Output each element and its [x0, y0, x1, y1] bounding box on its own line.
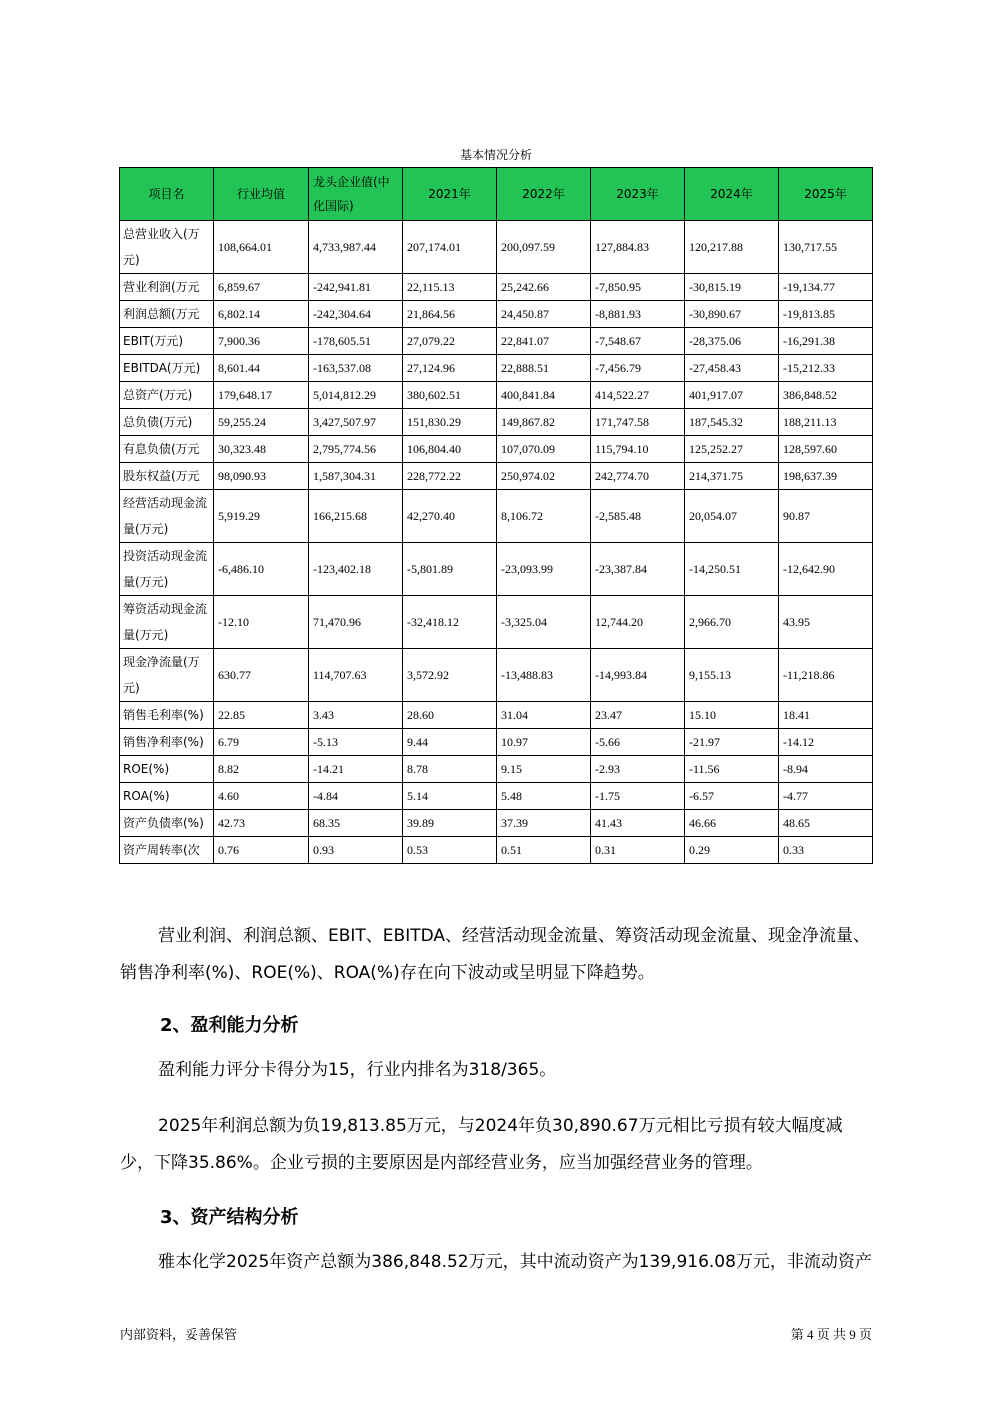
value-cell: -7,456.79	[591, 355, 685, 382]
value-cell: 0.31	[591, 837, 685, 864]
table-row	[120, 463, 873, 490]
value-cell: -14,250.51	[685, 543, 779, 596]
row-label-cell: 资产周转率(次	[120, 837, 214, 864]
value-cell: 15.10	[685, 702, 779, 729]
table-row	[120, 436, 873, 463]
value-cell: -4.84	[309, 783, 403, 810]
value-cell: 2,795,774.56	[309, 436, 403, 463]
table-row	[120, 382, 873, 409]
value-cell: 37.39	[497, 810, 591, 837]
value-cell: -28,375.06	[685, 328, 779, 355]
value-cell: -14.21	[309, 756, 403, 783]
value-cell: 0.76	[214, 837, 309, 864]
value-cell: 27,124.96	[403, 355, 497, 382]
value-cell: 39.89	[403, 810, 497, 837]
value-cell: -2.93	[591, 756, 685, 783]
value-cell: 171,747.58	[591, 409, 685, 436]
value-cell: -3,325.04	[497, 596, 591, 649]
section-heading-profitability: 2、盈利能力分析	[160, 1015, 299, 1036]
value-cell: 43.95	[779, 596, 873, 649]
value-cell: -178,605.51	[309, 328, 403, 355]
value-cell: 630.77	[214, 649, 309, 702]
value-cell: 200,097.59	[497, 221, 591, 274]
value-cell: 128,597.60	[779, 436, 873, 463]
value-cell: 151,830.29	[403, 409, 497, 436]
value-cell: 21,864.56	[403, 301, 497, 328]
value-cell: -5.13	[309, 729, 403, 756]
value-cell: 68.35	[309, 810, 403, 837]
value-cell: 414,522.27	[591, 382, 685, 409]
value-cell: 188,211.13	[779, 409, 873, 436]
value-cell: 30,323.48	[214, 436, 309, 463]
value-cell: 8.82	[214, 756, 309, 783]
value-cell: 127,884.83	[591, 221, 685, 274]
value-cell: 3.43	[309, 702, 403, 729]
value-cell: 20,054.07	[685, 490, 779, 543]
value-cell: 28.60	[403, 702, 497, 729]
value-cell: 187,545.32	[685, 409, 779, 436]
value-cell: -163,537.08	[309, 355, 403, 382]
table-row	[120, 756, 873, 783]
value-cell: 23.47	[591, 702, 685, 729]
value-cell: 42,270.40	[403, 490, 497, 543]
table-row	[120, 355, 873, 382]
value-cell: 9.15	[497, 756, 591, 783]
table-row	[120, 810, 873, 837]
row-label-cell: 营业利润(万元	[120, 274, 214, 301]
row-label-cell: 销售净利率(%)	[120, 729, 214, 756]
value-cell: -19,813.85	[779, 301, 873, 328]
value-cell: 25,242.66	[497, 274, 591, 301]
value-cell: 400,841.84	[497, 382, 591, 409]
value-cell: 8.78	[403, 756, 497, 783]
row-label-cell: 现金净流量(万元)	[120, 649, 214, 702]
value-cell: 250,974.02	[497, 463, 591, 490]
value-cell: -23,093.99	[497, 543, 591, 596]
profit-change-paragraph: 2025年利润总额为负19,813.85万元，与2024年负30,890.67万元相比亏损有较大幅度减少，下降35.86%。企业亏损的主要原因是内部经营业务，应当加强经营业务的管理。	[120, 1116, 843, 1173]
value-cell: 18.41	[779, 702, 873, 729]
value-cell: 4.60	[214, 783, 309, 810]
value-cell: 42.73	[214, 810, 309, 837]
value-cell: 149,867.82	[497, 409, 591, 436]
value-cell: 115,794.10	[591, 436, 685, 463]
value-cell: 22,115.13	[403, 274, 497, 301]
value-cell: -23,387.84	[591, 543, 685, 596]
table-row	[120, 596, 873, 649]
table-row	[120, 543, 873, 596]
value-cell: -14.12	[779, 729, 873, 756]
value-cell: -32,418.12	[403, 596, 497, 649]
value-cell: -11,218.86	[779, 649, 873, 702]
row-label-cell: EBIT(万元)	[120, 328, 214, 355]
value-cell: 1,587,304.31	[309, 463, 403, 490]
value-cell: 120,217.88	[685, 221, 779, 274]
value-cell: -8,881.93	[591, 301, 685, 328]
value-cell: 71,470.96	[309, 596, 403, 649]
value-cell: -5.66	[591, 729, 685, 756]
value-cell: -12,642.90	[779, 543, 873, 596]
column-header: 2021年	[403, 168, 497, 221]
table-row	[120, 328, 873, 355]
value-cell: -19,134.77	[779, 274, 873, 301]
table-row	[120, 490, 873, 543]
value-cell: 8,106.72	[497, 490, 591, 543]
trend-paragraph: 营业利润、利润总额、EBIT、EBITDA、经营活动现金流量、筹资活动现金流量、现金净流量、销售净利率(%)、ROE(%)、ROA(%)存在向下波动或呈明显下降趋势。	[120, 926, 871, 983]
table-row	[120, 729, 873, 756]
table-row	[120, 274, 873, 301]
value-cell: -8.94	[779, 756, 873, 783]
value-cell: 108,664.01	[214, 221, 309, 274]
value-cell: -15,212.33	[779, 355, 873, 382]
value-cell: -7,548.67	[591, 328, 685, 355]
row-label-cell: 总负债(万元)	[120, 409, 214, 436]
value-cell: -4.77	[779, 783, 873, 810]
column-header: 项目名	[120, 168, 214, 221]
table-row	[120, 301, 873, 328]
value-cell: 27,079.22	[403, 328, 497, 355]
value-cell: 59,255.24	[214, 409, 309, 436]
value-cell: -16,291.38	[779, 328, 873, 355]
value-cell: 386,848.52	[779, 382, 873, 409]
column-header: 2025年	[779, 168, 873, 221]
value-cell: 7,900.36	[214, 328, 309, 355]
row-label-cell: EBITDA(万元)	[120, 355, 214, 382]
table-row	[120, 649, 873, 702]
value-cell: 12,744.20	[591, 596, 685, 649]
value-cell: 114,707.63	[309, 649, 403, 702]
value-cell: -242,304.64	[309, 301, 403, 328]
value-cell: 48.65	[779, 810, 873, 837]
value-cell: 10.97	[497, 729, 591, 756]
value-cell: -27,458.43	[685, 355, 779, 382]
financial-table	[119, 167, 873, 864]
value-cell: -1.75	[591, 783, 685, 810]
row-label-cell: 筹资活动现金流量(万元)	[120, 596, 214, 649]
value-cell: 90.87	[779, 490, 873, 543]
value-cell: -6.57	[685, 783, 779, 810]
value-cell: 6.79	[214, 729, 309, 756]
value-cell: 130,717.55	[779, 221, 873, 274]
row-label-cell: ROE(%)	[120, 756, 214, 783]
value-cell: 107,070.09	[497, 436, 591, 463]
value-cell: 9.44	[403, 729, 497, 756]
value-cell: -30,815.19	[685, 274, 779, 301]
value-cell: -11.56	[685, 756, 779, 783]
value-cell: 5.48	[497, 783, 591, 810]
value-cell: -14,993.84	[591, 649, 685, 702]
value-cell: 3,427,507.97	[309, 409, 403, 436]
value-cell: 5,014,812.29	[309, 382, 403, 409]
value-cell: 8,601.44	[214, 355, 309, 382]
row-label-cell: 总营业收入(万元)	[120, 221, 214, 274]
row-label-cell: ROA(%)	[120, 783, 214, 810]
profitability-score-paragraph: 盈利能力评分卡得分为15，行业内排名为318/365。	[158, 1060, 557, 1080]
row-label-cell: 投资活动现金流量(万元)	[120, 543, 214, 596]
column-header: 2024年	[685, 168, 779, 221]
table-header-row	[120, 168, 873, 221]
value-cell: 0.29	[685, 837, 779, 864]
value-cell: 31.04	[497, 702, 591, 729]
value-cell: 125,252.27	[685, 436, 779, 463]
row-label-cell: 销售毛利率(%)	[120, 702, 214, 729]
value-cell: 22,841.07	[497, 328, 591, 355]
table-row	[120, 221, 873, 274]
value-cell: 228,772.22	[403, 463, 497, 490]
value-cell: 0.51	[497, 837, 591, 864]
value-cell: 4,733,987.44	[309, 221, 403, 274]
column-header: 2023年	[591, 168, 685, 221]
row-label-cell: 经营活动现金流量(万元)	[120, 490, 214, 543]
value-cell: -12.10	[214, 596, 309, 649]
value-cell: 6,859.67	[214, 274, 309, 301]
value-cell: 2,966.70	[685, 596, 779, 649]
table-row	[120, 702, 873, 729]
value-cell: 24,450.87	[497, 301, 591, 328]
column-header: 行业均值	[214, 168, 309, 221]
value-cell: 6,802.14	[214, 301, 309, 328]
value-cell: 41.43	[591, 810, 685, 837]
value-cell: 98,090.93	[214, 463, 309, 490]
value-cell: 166,215.68	[309, 490, 403, 543]
value-cell: 3,572.92	[403, 649, 497, 702]
value-cell: -123,402.18	[309, 543, 403, 596]
value-cell: 0.93	[309, 837, 403, 864]
value-cell: 0.53	[403, 837, 497, 864]
value-cell: -21.97	[685, 729, 779, 756]
value-cell: 0.33	[779, 837, 873, 864]
value-cell: -7,850.95	[591, 274, 685, 301]
row-label-cell: 股东权益(万元	[120, 463, 214, 490]
value-cell: 179,648.17	[214, 382, 309, 409]
table-row	[120, 783, 873, 810]
value-cell: 401,917.07	[685, 382, 779, 409]
value-cell: 22.85	[214, 702, 309, 729]
value-cell: 22,888.51	[497, 355, 591, 382]
asset-structure-paragraph: 雅本化学2025年资产总额为386,848.52万元，其中流动资产为139,916.08万元，非流动资产	[158, 1252, 872, 1272]
table-caption: 基本情况分析	[459, 148, 532, 162]
row-label-cell: 总资产(万元)	[120, 382, 214, 409]
footer-confidential-note: 内部资料，妥善保管	[120, 1328, 238, 1343]
value-cell: 106,804.40	[403, 436, 497, 463]
value-cell: -2,585.48	[591, 490, 685, 543]
value-cell: 46.66	[685, 810, 779, 837]
column-header: 龙头企业值(中化国际)	[309, 168, 403, 221]
row-label-cell: 资产负债率(%)	[120, 810, 214, 837]
section-heading-asset-structure: 3、资产结构分析	[160, 1207, 299, 1228]
value-cell: -242,941.81	[309, 274, 403, 301]
value-cell: 242,774.70	[591, 463, 685, 490]
value-cell: -5,801.89	[403, 543, 497, 596]
table-row	[120, 409, 873, 436]
value-cell: 9,155.13	[685, 649, 779, 702]
value-cell: 5.14	[403, 783, 497, 810]
value-cell: 380,602.51	[403, 382, 497, 409]
value-cell: 214,371.75	[685, 463, 779, 490]
value-cell: 207,174.01	[403, 221, 497, 274]
value-cell: 198,637.39	[779, 463, 873, 490]
column-header: 2022年	[497, 168, 591, 221]
value-cell: 5,919.29	[214, 490, 309, 543]
table-row	[120, 837, 873, 864]
footer-page-number: 第 4 页 共 9 页	[790, 1327, 872, 1342]
row-label-cell: 有息负债(万元	[120, 436, 214, 463]
value-cell: -13,488.83	[497, 649, 591, 702]
value-cell: -6,486.10	[214, 543, 309, 596]
row-label-cell: 利润总额(万元	[120, 301, 214, 328]
value-cell: -30,890.67	[685, 301, 779, 328]
